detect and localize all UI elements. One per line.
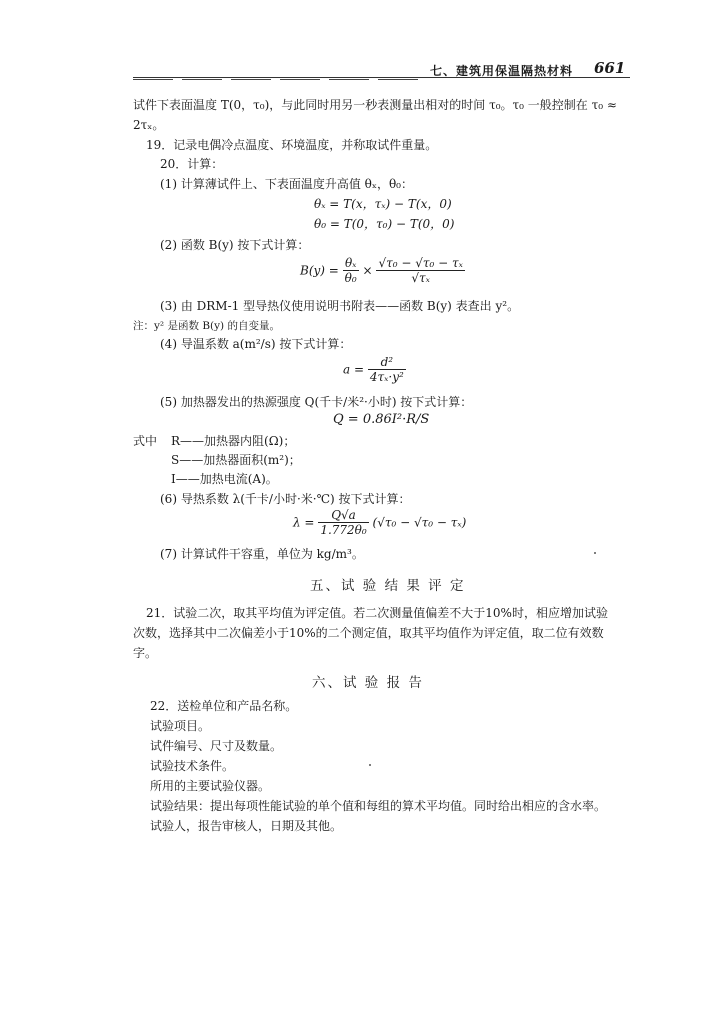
section-title: 六、试 验 报 告 <box>312 675 424 691</box>
fraction-denominator: 4τₓ·y² <box>369 370 404 384</box>
times-sign: × <box>362 263 373 278</box>
equation-lambda <box>293 508 466 537</box>
step-5: (5) 加热器发出的热源强度 Q(千卡/米²·小时) 按下式计算： <box>160 395 473 409</box>
fraction-numerator: θₓ <box>343 256 359 271</box>
equation-b-y <box>300 256 465 285</box>
where-s: S——加热器面积(m²)； <box>171 453 301 467</box>
paragraph-line: 字。 <box>133 646 158 660</box>
equation-fraction <box>343 256 359 285</box>
step-2: (2) 函数 B(y) 按下式计算： <box>160 238 310 252</box>
equation-rhs: (√τ₀ − √τ₀ − τₓ) <box>372 515 467 530</box>
step-1: (1) 计算薄试件上、下表面温度升高值 θₓ，θ₀： <box>160 177 413 191</box>
section-title: 五、试 验 结 果 评 定 <box>310 578 466 594</box>
step-4: (4) 导温系数 a(m²/s) 按下式计算： <box>160 337 352 351</box>
report-item: 22．送检单位和产品名称。 <box>150 699 298 713</box>
equation-fraction <box>376 256 464 285</box>
body-line: 试件下表面温度 T(0，τ₀)，与此同时用另一秒表测量出相对的时间 τ₀。τ₀ 一般控制在 τ₀ ≈ <box>133 98 617 112</box>
item-20: 20．计算： <box>160 157 224 171</box>
equation-lhs: λ = <box>293 515 315 530</box>
equation-theta-x: θₓ = T(x，τₓ) − T(x，0) <box>314 197 452 211</box>
equation-theta-0: θ₀ = T(0，τ₀) − T(0，0) <box>314 217 455 231</box>
fraction-denominator: √τₓ <box>411 271 430 285</box>
equation-a <box>343 355 406 384</box>
scan-speck <box>369 764 371 766</box>
fraction-denominator: θ₀ <box>344 271 357 285</box>
paragraph-line: 次数，选择其中二次偏差小于10%的二个测定值，取其平均值作为评定值，取二位有效数 <box>133 626 604 640</box>
paragraph-line: 21．试验二次，取其平均值为评定值。若二次测量值偏差不大于10%时，相应增加试验 <box>146 606 608 620</box>
report-item: 试验项目。 <box>150 719 211 733</box>
report-item: 所用的主要试验仪器。 <box>150 779 271 793</box>
equation-fraction <box>368 355 406 384</box>
step-6: (6) 导热系数 λ(千卡/小时·米·℃) 按下式计算： <box>160 492 411 506</box>
where-label: 式中 <box>133 434 158 448</box>
header-dash <box>378 79 418 80</box>
header-rule <box>133 77 630 78</box>
equation-q: Q = 0.86I²·R/S <box>333 412 430 427</box>
equation-lhs: B(y) = <box>300 263 339 278</box>
header-dash <box>329 79 369 80</box>
fraction-denominator: 1.772θ₀ <box>320 523 367 537</box>
header-dash <box>133 79 173 80</box>
header-dash <box>182 79 222 80</box>
equation-lhs: a = <box>343 362 365 377</box>
running-header-title: 七、建筑用保温隔热材料 <box>430 64 574 78</box>
header-dash <box>231 79 271 80</box>
where-i: I——加热电流(A)。 <box>171 472 278 486</box>
fraction-numerator: √τ₀ − √τ₀ − τₓ <box>378 256 463 270</box>
where-r: R——加热器内阻(Ω)； <box>171 434 296 448</box>
header-dash <box>280 79 320 80</box>
fraction-numerator: d² <box>368 355 406 370</box>
fraction-numerator: Q√a <box>318 508 368 523</box>
step-7: (7) 计算试件干容重，单位为 kg/m³。 <box>160 547 364 561</box>
body-line: 2τₓ。 <box>133 118 165 132</box>
item-19: 19．记录电偶冷点温度、环境温度，并称取试件重量。 <box>146 138 438 152</box>
page-number: 661 <box>594 59 626 77</box>
step-3: (3) 由 DRM-1 型导热仪使用说明书附表——函数 B(y) 表查出 y²。 <box>160 299 520 313</box>
report-item: 试件编号、尺寸及数量。 <box>150 739 283 753</box>
note: 注：y² 是函数 B(y) 的自变量。 <box>133 320 280 332</box>
equation-fraction <box>318 508 368 537</box>
scan-speck <box>594 552 596 554</box>
report-item: 试验技术条件。 <box>150 759 235 773</box>
report-item: 试验结果：提出每项性能试验的单个值和每组的算术平均值。同时给出相应的含水率。 <box>150 799 607 813</box>
report-item: 试验人，报告审核人，日期及其他。 <box>150 819 343 833</box>
